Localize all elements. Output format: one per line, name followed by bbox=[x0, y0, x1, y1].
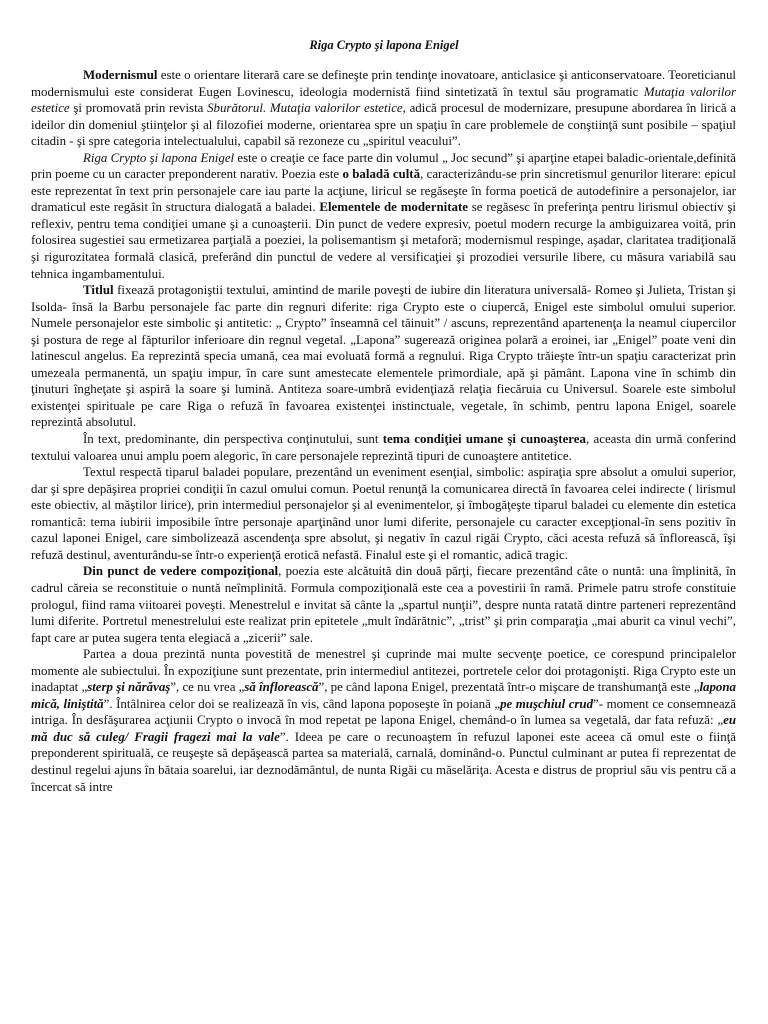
text-segment: Textul respectă tiparul baladei populare, prezentând un eveniment esenţial, simbolic: aspiraţia spre absolut a omului superior, dar şi spre depăşirea propriei condiţii în cazul omului comun. Poetul renunţă la comunicarea directă în favoarea celei indirecte ( lirismul este obiectiv, al măştilor lirice), prin intermediul personajelor şi al evenimentelor, şi îmbogăţeşte tiparul baladei cu elemente din estetica romantică: tema iubirii imposibile între personaje aparţinând unor lumi diferite, personajele cu caracter excepţional-în sens pozitiv în cazul laponei Enigel, care simbolizează ascendenţa spre absolut, şi negativ în cazul rigăi Crypto, căci acesta refuză să înflorească, îşi refuză destinul, aventurându-se într-o experienţă erotică nefastă. Finalul este şi el romantic, adică tragic. bbox=[31, 465, 736, 562]
paragraph-second-part bbox=[31, 646, 736, 795]
text-segment: În text, predominante, din perspectiva conţinutului, sunt bbox=[83, 432, 383, 447]
text-segment: şi promovată prin revista bbox=[69, 101, 208, 116]
document-body bbox=[31, 67, 736, 795]
text-segment: pe muşchiul crud bbox=[500, 696, 594, 711]
text-segment: Mutaţia valorilor estetice bbox=[31, 84, 736, 116]
text-segment: ”- moment ce consemnează intriga. În desfăşurarea acţiunii Crypto o invocă în mod repetat pe lapona Enigel, chemând-o în lumea sa vegetală, dar fata refuză: „ bbox=[31, 696, 736, 728]
text-segment: ”, ce nu vrea „ bbox=[170, 680, 245, 695]
paragraph-ballad bbox=[31, 150, 736, 282]
document-title: Riga Crypto şi lapona Enigel bbox=[309, 38, 459, 52]
text-segment: lapona mică, liniştită bbox=[31, 680, 736, 711]
text-segment: ”. Ideea pe care o recunoaştem în refuzul laponei este aceea că omul este o fiinţă preponderent spirituală, ce reuşeşte să depăşească partea sa materială, carnală, dominând-o. Punctul culminant ar putea fi reprezentat de destinul regelui ajuns în bătaia soarelui, iar deznodământul, de nunta Rigăi cu măselăriţa. Acesta e distrus de propriul său vis pentru că a încercat să intre bbox=[31, 729, 736, 794]
text-segment: Partea a doua prezintă nunta povestită de menestrel şi cuprinde mai multe secvenţe poetice, ce corespund principalelor momente ale subiectului. În expoziţiune sunt prezentate, prin intermediul antitezei, portretele celor doi protagonişti. Riga Crypto este un inadaptat „ bbox=[31, 647, 736, 695]
paragraph-theme bbox=[31, 431, 736, 464]
paragraph-title bbox=[31, 282, 736, 431]
text-segment: să înflorească bbox=[244, 680, 319, 695]
text-segment: ”, pe când lapona Enigel, prezentată într-o mişcare de transhumanţă este „ bbox=[318, 680, 700, 695]
text-segment: o baladă cultă bbox=[342, 167, 421, 182]
text-segment: eu mă duc să culeg/ Fragii fragezi mai la vale bbox=[31, 713, 736, 744]
text-segment: fixează protagoniştii textului, amintind de marile poveşti de iubire din literatura universală- Romeo şi Julieta, Tristan şi Isolda- însă la Barbu personajele fac parte din regnuri diferite: riga Crypto este o ciupercă, Enigel este simbolul omului superior. Numele personajelor este simbolic şi antitetic: „ Crypto” înseamnă cel tăinuit” / ascuns, reprezentând apartenenţa la neamul ciupercilor şi postura de rege al făpturilor inferioare din regnul vegetal. „Lapona” sugerează originea polară a eroinei, iar „Enigel” poate veni din latinescul angelus. Ea reprezintă specia umană, cea mai evoluată formă a regnului. Riga Crypto trăieşte într-un spaţiu caracterizat prin umezeala permanentă, un spaţiu impur, în care sunt amestecate elementele primordiale, apă şi pământ. Lapona vine în schimb din ţinuturi îngheţate şi aspiră la soare şi lumină. Antiteza soare-umbră evidenţiază relaţia fiecăruia cu Universul. Soarele este simbolul existenţei spirituale pe care Riga o refuză în favoarea existenţei instinctuale, vegetale, în schimb, pentru lapona Enigel, soarele reprezintă absolutul. bbox=[31, 283, 736, 430]
text-segment: sterp şi nărăvaş bbox=[87, 680, 171, 695]
text-segment: , poezia este alcătuită din două părţi, fiecare prezentând câte o nuntă: una împlinită, în cadrul căreia se reconstituie o nuntă neîmplinită. Formula compoziţională este cea a povestirii în ramă. Primele patru strofe constituie prologul, fiind rama viitoarei poveşti. Menestrelul e invitat să cânte la „spartul nunţii”, despre nunta ratată dintre parteneri reprezentând lumi diferite. Portretul menestrelului este realizat prin epitetele „mult îndărătnic”, „trist” şi prin comparaţia „mai aburit ca vinul vechi”, fapt care ar putea sugera tenta elegiacă a „zicerii” sale. bbox=[31, 564, 736, 645]
text-segment: Modernismul bbox=[83, 68, 158, 82]
text-segment: ”. Întâlnirea celor doi se realizează în vis, când lapona poposeşte în poiană „ bbox=[103, 696, 501, 711]
text-segment: , caracterizându-se prin sincretismul genurilor literare: epicul este reprezentat în text prin personajele care iau parte la acţiune, liricul se regăseşte în forma poetică de autodefinire a personajelor, iar dramaticul este regăsit în structura dialogată a baladei. bbox=[31, 167, 737, 215]
paragraph-structure bbox=[31, 464, 736, 563]
text-segment: Din punct de vedere compoziţional bbox=[83, 564, 279, 579]
text-segment: este o orientare literară care se defineşte prin tendinţe inovatoare, anticlasice şi anticonservatoare. Teoreticianul modernismului este considerat Eugen Lovinescu, ideologia modernistă fiind sintetizată în textul său programatic bbox=[31, 68, 736, 99]
text-segment: se regăsesc în preferinţa pentru lirismul obiectiv şi reflexiv, pentru tema condiţiei umane şi a cunoaşterii. Din punct de vedere expresiv, poetul modern recurge la ambiguizarea voită, prin folosirea sugestiei sau ermetizarea parţială a poeziei, la polisemantism şi metaforă; modernismul respinge, aşadar, claritatea tradiţională şi rigurozitatea formală clasică, preferând din punctul de vedere al versificaţiei şi prozodiei versurile libere, cu măsura variabilă sau tehnica ingambamentului. bbox=[31, 200, 736, 281]
paragraph-composition bbox=[31, 563, 736, 646]
text-segment: , adică procesul de modernizare, presupune abordarea în lirică a ideilor din domeniul ştiinţelor şi al filozofiei moderne, orientarea spre un spaţiu în care problemele de conştiinţă sunt posibile – spaţiul citadin - şi spre categoria intelectualului, capabil să rezoneze cu „spiritul veacului”. bbox=[31, 101, 736, 149]
text-segment: Elementele de modernitate bbox=[319, 200, 468, 215]
text-segment: Riga Crypto şi lapona Enigel bbox=[83, 150, 235, 165]
text-segment: tema condiţiei umane şi cunoaşterea bbox=[382, 432, 586, 447]
paragraph-modernism bbox=[31, 67, 736, 150]
text-segment: , aceasta din urmă conferind textului valoarea unui amplu poem alegoric, în care personajele reprezintă tipuri de cunoaştere antitetice. bbox=[31, 432, 736, 463]
text-segment: Titlul bbox=[83, 283, 114, 298]
text-segment: Sburătorul. Mutaţia valorilor estetice bbox=[207, 101, 403, 116]
text-segment: este o creaţie ce face parte din volumul „ Joc secund” şi aparţine etapei baladic-orientale,definită prin poeme cu un caracter preponderent narativ. Poezia este bbox=[31, 150, 736, 182]
